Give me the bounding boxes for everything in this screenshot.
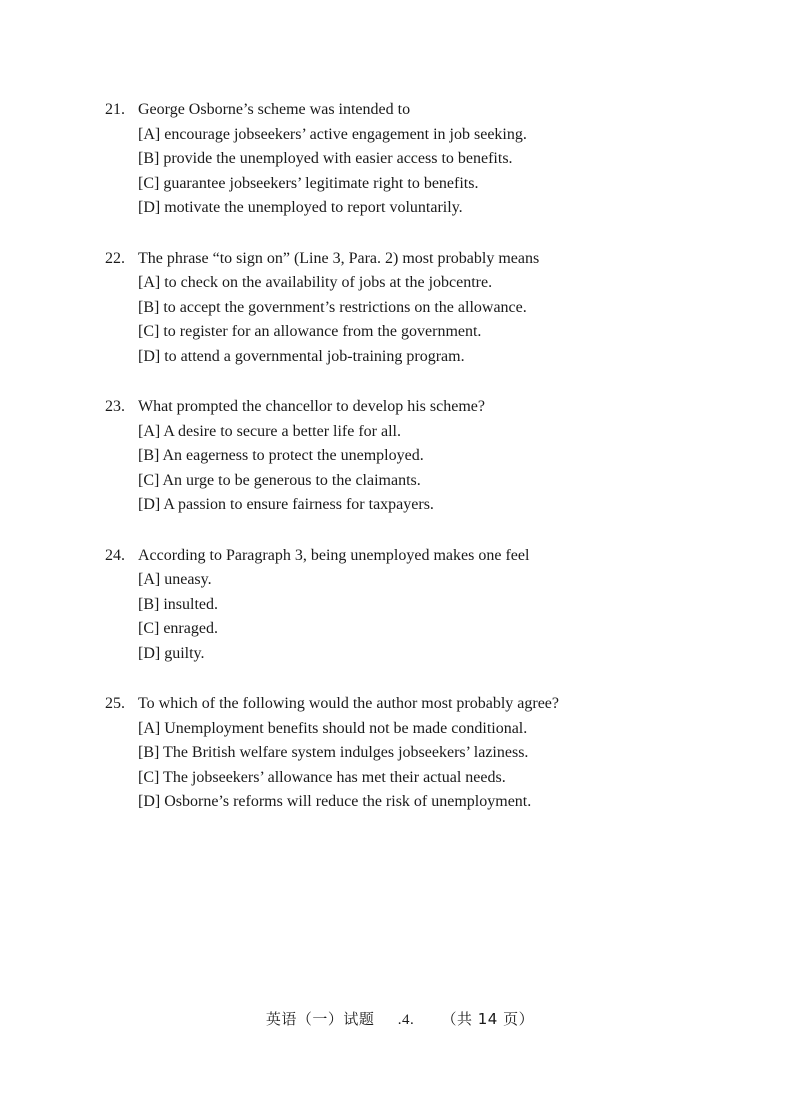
question-stem — [105, 98, 745, 123]
option-list — [138, 717, 745, 815]
option-list — [138, 420, 745, 518]
option-a: [A] to check on the availability of jobs at the jobcentre. — [138, 274, 493, 291]
question-22 — [105, 247, 745, 370]
question-number: 24. — [105, 546, 125, 564]
question-number: 22. — [105, 249, 125, 267]
question-stem — [105, 544, 745, 569]
option-d: [D] motivate the unemployed to report voluntarily. — [138, 199, 463, 216]
question-text: The phrase “to sign on” (Line 3, Para. 2) most probably means — [138, 249, 540, 267]
option-b: [B] provide the unemployed with easier access to benefits. — [138, 150, 513, 167]
option-a: [A] uneasy. — [138, 571, 212, 588]
option-a: [A] encourage jobseekers’ active engagement in job seeking. — [138, 125, 527, 143]
option-b: [B] to accept the government’s restrictions on the allowance. — [138, 298, 527, 316]
footer-exam-title: 英语（一）试题 — [265, 1010, 375, 1028]
option-c: [C] The jobseekers’ allowance has met their actual needs. — [138, 768, 506, 786]
option-c: [C] enraged. — [138, 620, 218, 637]
option-list — [138, 271, 745, 369]
option-list — [138, 123, 745, 221]
page-footer — [0, 1008, 800, 1029]
option-b: [B] insulted. — [138, 595, 218, 613]
question-text: To which of the following would the author most probably agree? — [138, 695, 559, 712]
question-list — [105, 98, 745, 841]
question-text: According to Paragraph 3, being unemployed makes one feel — [138, 546, 530, 564]
option-list — [138, 568, 745, 666]
question-number: 21. — [105, 101, 125, 118]
option-c: [C] An urge to be generous to the claimants. — [138, 471, 421, 489]
question-stem — [105, 247, 745, 272]
question-24 — [105, 544, 745, 667]
question-25 — [105, 692, 745, 815]
option-b: [B] The British welfare system indulges jobseekers’ laziness. — [138, 744, 529, 761]
question-text: What prompted the chancellor to develop his scheme? — [138, 398, 485, 415]
question-stem — [105, 692, 745, 717]
option-d: [D] Osborne’s reforms will reduce the risk of unemployment. — [138, 793, 532, 810]
option-c: [C] guarantee jobseekers’ legitimate right to benefits. — [138, 174, 479, 192]
question-number: 23. — [105, 398, 125, 415]
question-text: George Osborne’s scheme was intended to — [138, 101, 411, 118]
option-d: [D] guilty. — [138, 644, 205, 662]
question-23 — [105, 395, 745, 518]
option-d: [D] to attend a governmental job-training program. — [138, 347, 465, 365]
question-21 — [105, 98, 745, 221]
question-number: 25. — [105, 695, 125, 712]
option-c: [C] to register for an allowance from the government. — [138, 323, 482, 340]
option-d: [D] A passion to ensure fairness for taxpayers. — [138, 496, 434, 513]
footer-page-number: .4. — [397, 1012, 415, 1028]
question-stem — [105, 395, 745, 420]
option-a: [A] Unemployment benefits should not be made conditional. — [138, 719, 528, 737]
option-b: [B] An eagerness to protect the unemployed. — [138, 447, 424, 464]
option-a: [A] A desire to secure a better life for all. — [138, 422, 401, 440]
footer-total-pages: （共 14 页） — [441, 1010, 535, 1028]
